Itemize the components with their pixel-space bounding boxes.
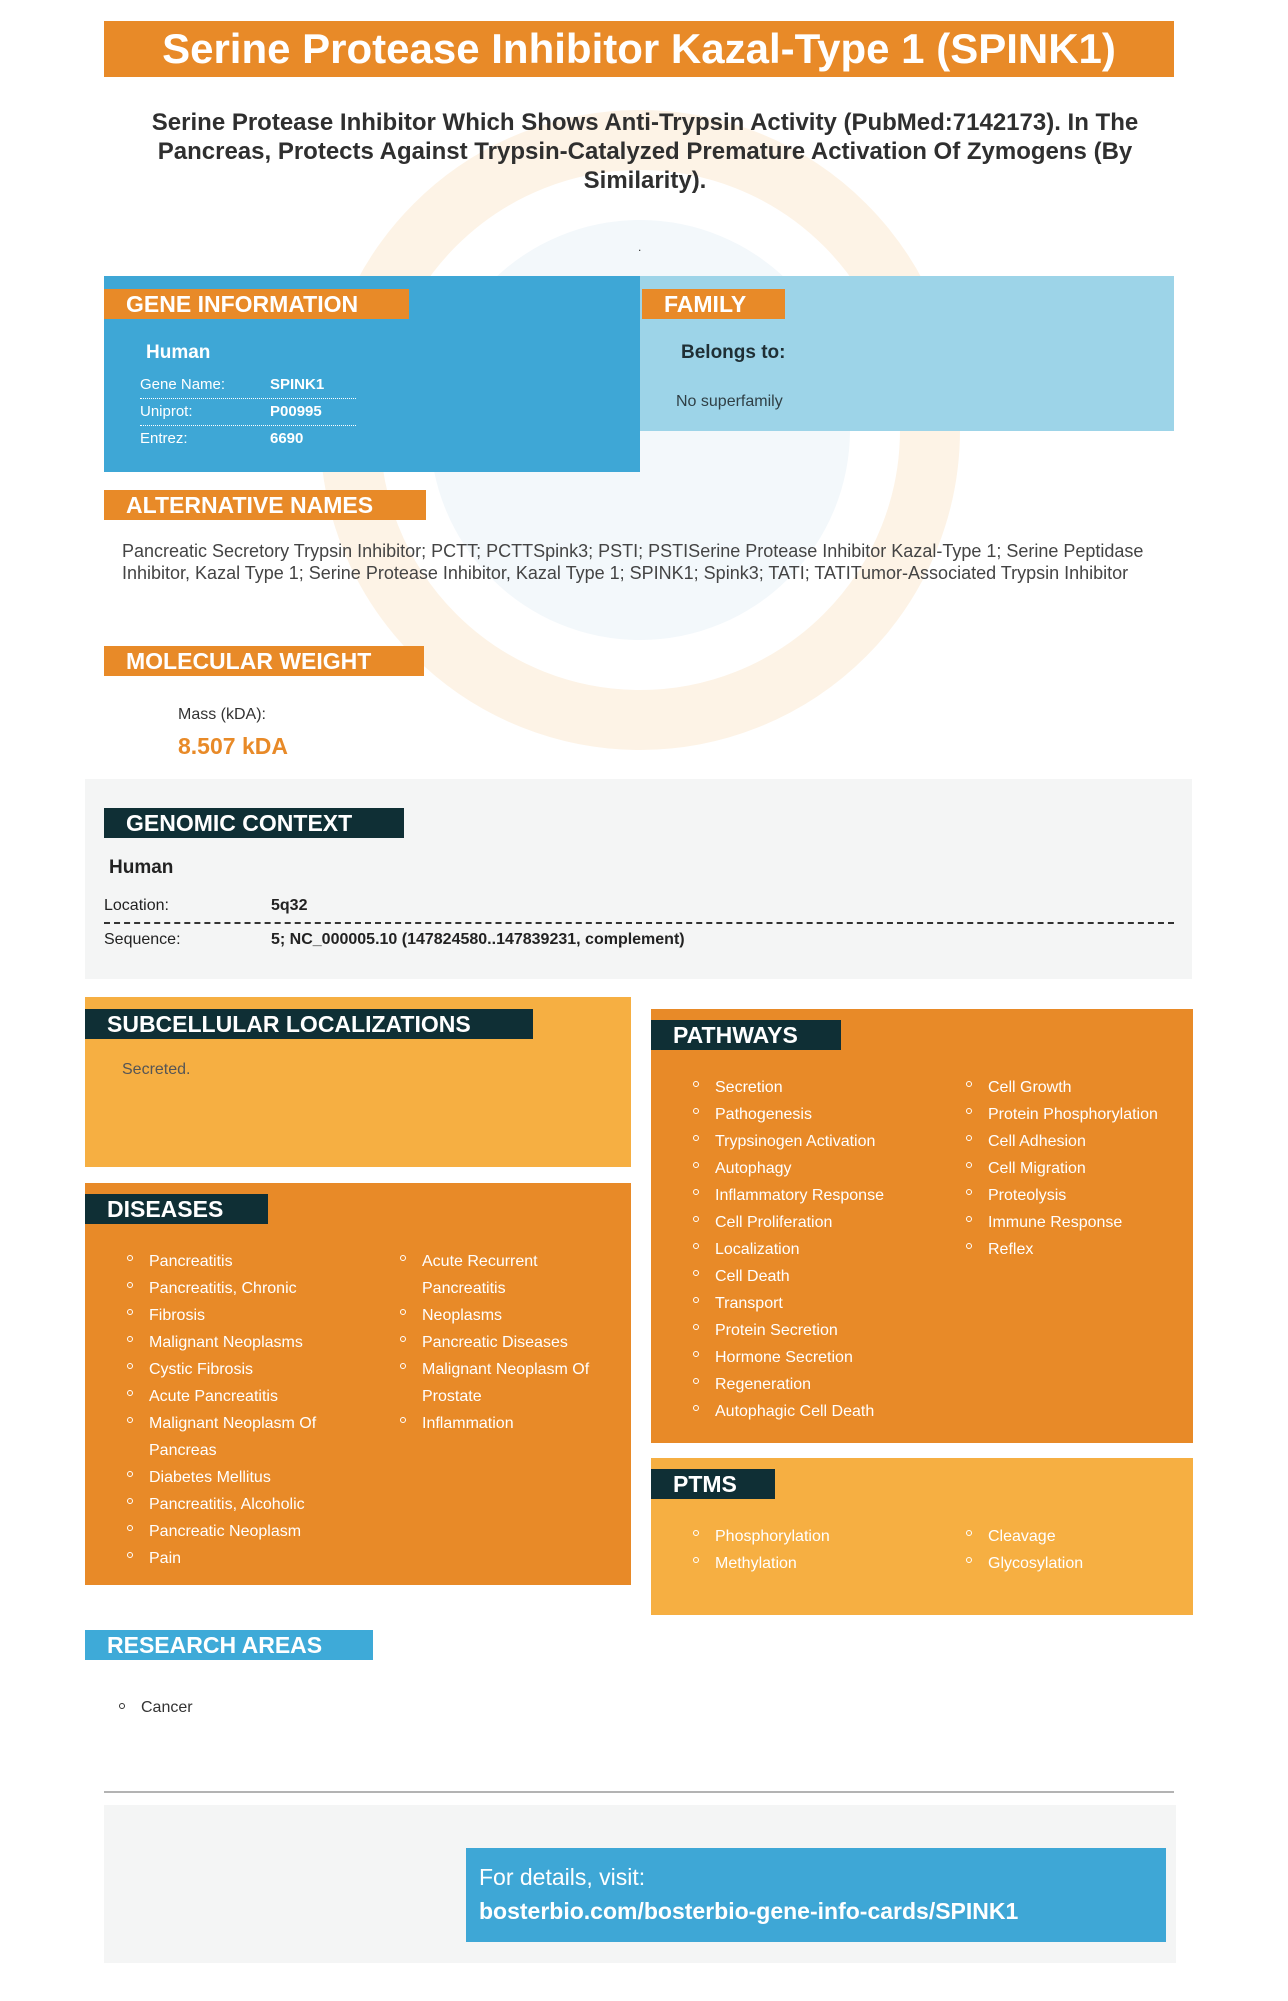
details-label: For details, visit: — [479, 1864, 646, 1890]
subcellular-localizations-heading: SUBCELLULAR LOCALIZATIONS — [85, 1009, 533, 1039]
alternative-names-heading: ALTERNATIVE NAMES — [104, 490, 426, 520]
diseases-list-col2 — [400, 1248, 620, 1437]
list-item: Cell Proliferation — [693, 1209, 953, 1236]
diseases-heading: DISEASES — [85, 1194, 268, 1224]
ptms-list-col1 — [693, 1523, 953, 1577]
gene-species: Human — [146, 342, 211, 363]
pathways-list-col2 — [966, 1074, 1186, 1263]
ptms-panel — [651, 1458, 1193, 1615]
list-item: Cell Adhesion — [966, 1128, 1186, 1155]
list-item: Autophagy — [693, 1155, 953, 1182]
subcellular-localizations-panel — [85, 997, 631, 1167]
entrez-value: 6690 — [270, 430, 304, 447]
gene-information-heading: GENE INFORMATION — [104, 289, 409, 319]
pathways-heading: PATHWAYS — [651, 1020, 841, 1050]
uniprot-value: P00995 — [270, 403, 322, 420]
list-item: Pancreatic Diseases — [400, 1329, 620, 1356]
genomic-divider — [104, 922, 1174, 924]
list-item: Neoplasms — [400, 1302, 620, 1329]
list-item: Transport — [693, 1290, 953, 1317]
pathways-list-col1 — [693, 1074, 953, 1425]
list-item: Hormone Secretion — [693, 1344, 953, 1371]
details-url-link[interactable]: bosterbio.com/bosterbio-gene-info-cards/SPINK1 — [479, 1898, 1019, 1924]
alternative-names-text: Pancreatic Secretory Trypsin Inhibitor; PCTT; PCTTSpink3; PSTI; PSTISerine Protease Inhibitor Kazal-Type 1; Serine Peptidase Inhibitor, Kazal Type 1; Serine Protease Inhibitor, Kazal Type 1; SPINK1; Spink3; TATI; TATITumor-Associated Trypsin Inhibitor — [122, 541, 1144, 583]
location-label: Location: — [104, 897, 169, 914]
list-item: Secretion — [693, 1074, 953, 1101]
genomic-species: Human — [109, 857, 174, 878]
page-title: Serine Protease Inhibitor Kazal-Type 1 (SPINK1) — [104, 21, 1174, 77]
list-item: Localization — [693, 1236, 953, 1263]
list-item: Cleavage — [966, 1523, 1186, 1550]
diseases-list-col1 — [127, 1248, 357, 1572]
list-item: Fibrosis — [127, 1302, 357, 1329]
list-item: Acute Recurrent Pancreatitis — [400, 1248, 620, 1302]
list-item: Protein Phosphorylation — [966, 1101, 1186, 1128]
list-item: Acute Pancreatitis — [127, 1383, 357, 1410]
family-value: No superfamily — [676, 393, 783, 410]
gene-name-label: Gene Name: — [140, 376, 226, 393]
ptms-list-col2 — [966, 1523, 1186, 1577]
gene-name-row — [140, 372, 356, 399]
ptms-heading: PTMS — [651, 1469, 775, 1499]
list-item: Autophagic Cell Death — [693, 1398, 953, 1425]
sequence-label: Sequence: — [104, 931, 181, 948]
list-item: Protein Secretion — [693, 1317, 953, 1344]
uniprot-row — [140, 399, 356, 426]
pathways-panel — [651, 1009, 1193, 1443]
genomic-context-panel — [85, 779, 1192, 979]
family-panel — [640, 276, 1174, 431]
list-item: Pancreatitis — [127, 1248, 357, 1275]
footer-divider — [104, 1791, 1174, 1793]
list-item: Methylation — [693, 1550, 953, 1577]
molecular-weight-heading: MOLECULAR WEIGHT — [104, 646, 424, 676]
list-item: Inflammation — [400, 1410, 620, 1437]
entrez-label: Entrez: — [140, 430, 188, 447]
list-item: Cell Migration — [966, 1155, 1186, 1182]
list-item: Phosphorylation — [693, 1523, 953, 1550]
list-item: Regeneration — [693, 1371, 953, 1398]
protein-function-summary: Serine Protease Inhibitor Which Shows Anti-Trypsin Activity (PubMed:7142173). In The Pancreas, Protects Against Trypsin-Catalyzed Premature Activation Of Zymogens (By Similarity). — [151, 109, 1139, 194]
list-item: Inflammatory Response — [693, 1182, 953, 1209]
list-item: Malignant Neoplasm Of Prostate — [400, 1356, 620, 1410]
mass-value: 8.507 kDA — [178, 733, 288, 759]
list-item: Pancreatic Neoplasm — [127, 1518, 357, 1545]
belongs-to-label: Belongs to: — [681, 342, 786, 363]
list-item: Proteolysis — [966, 1182, 1186, 1209]
subcellular-value: Secreted. — [122, 1061, 191, 1078]
list-item: Pain — [127, 1545, 357, 1572]
research-areas-list — [119, 1696, 193, 1720]
list-item: Reflex — [966, 1236, 1186, 1263]
list-item: Malignant Neoplasms — [127, 1329, 357, 1356]
list-item: Cell Growth — [966, 1074, 1186, 1101]
uniprot-label: Uniprot: — [140, 403, 193, 420]
list-item: Cystic Fibrosis — [127, 1356, 357, 1383]
family-heading: FAMILY — [642, 289, 785, 319]
list-item: Pancreatitis, Alcoholic — [127, 1491, 357, 1518]
list-item: Cell Death — [693, 1263, 953, 1290]
list-item: Glycosylation — [966, 1550, 1186, 1577]
list-item: Trypsinogen Activation — [693, 1128, 953, 1155]
gene-name-value: SPINK1 — [270, 376, 325, 393]
list-item: Pancreatitis, Chronic — [127, 1275, 357, 1302]
list-item: Pathogenesis — [693, 1101, 953, 1128]
mass-label: Mass (kDA): — [178, 706, 266, 723]
list-item: Immune Response — [966, 1209, 1186, 1236]
details-link-box[interactable] — [466, 1848, 1166, 1942]
research-areas-heading: RESEARCH AREAS — [85, 1630, 373, 1660]
list-item: Cancer — [119, 1696, 193, 1720]
location-value: 5q32 — [271, 897, 308, 914]
gene-information-panel — [104, 276, 640, 472]
diseases-panel — [85, 1183, 631, 1585]
sequence-value: 5; NC_000005.10 (147824580..147839231, complement) — [271, 931, 685, 948]
list-item: Malignant Neoplasm Of Pancreas — [127, 1410, 357, 1464]
genomic-context-heading: GENOMIC CONTEXT — [104, 808, 404, 838]
separator-dot: . — [638, 240, 642, 254]
list-item: Diabetes Mellitus — [127, 1464, 357, 1491]
entrez-row — [140, 426, 356, 453]
